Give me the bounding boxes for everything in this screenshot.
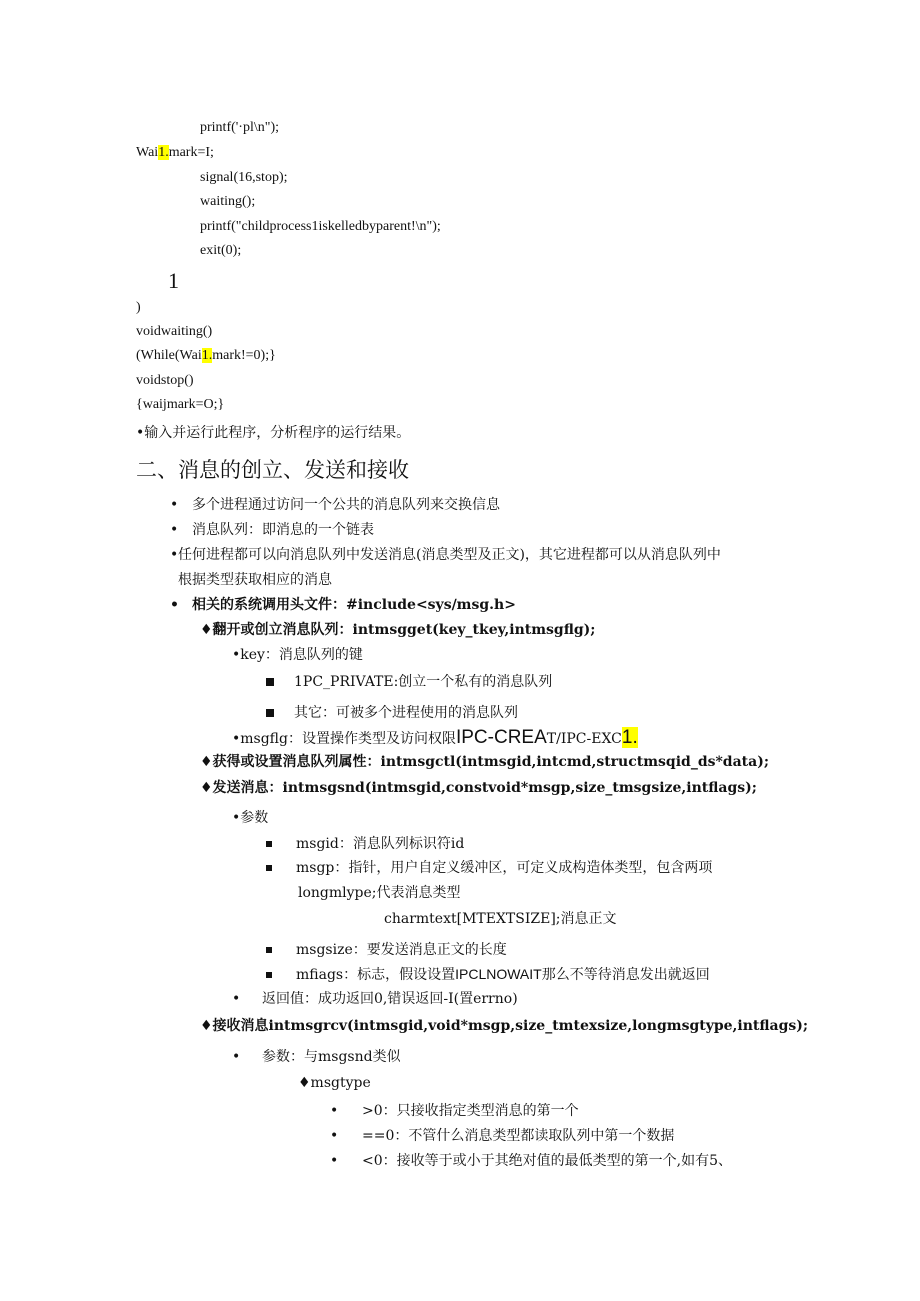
square-bullet-icon bbox=[266, 841, 272, 847]
msgtype-option: • ==0：不管什么消息类型都读取队列中第一个数据 bbox=[330, 1128, 675, 1144]
section-title: 二、消息的创立、发送和接收 bbox=[136, 458, 409, 482]
code-line-closing-1: 1 bbox=[168, 268, 179, 293]
code-line-wait-mark-assign: Wai1.mark=I; bbox=[136, 145, 214, 160]
highlight: 1. bbox=[621, 727, 638, 748]
bullet-item: • 消息队列：即消息的一个链表 bbox=[170, 522, 374, 538]
msgtype-option: • >0：只接收指定类型消息的第一个 bbox=[330, 1103, 579, 1119]
code-line-waiting-call: waiting(); bbox=[200, 194, 256, 209]
code-line-void-waiting: voidwaiting() bbox=[136, 324, 213, 339]
highlight: 1. bbox=[201, 348, 213, 363]
bullet-item-continuation: 根据类型获取相应的消息 bbox=[178, 572, 332, 588]
key-label: •key：消息队列的键 bbox=[232, 647, 363, 663]
square-bullet-icon bbox=[266, 947, 272, 953]
highlight: 1. bbox=[158, 145, 169, 160]
return-value: • 返回值：成功返回0,错误返回-I(置errno) bbox=[232, 991, 518, 1007]
bullet-item: • 多个进程通过访问一个公共的消息队列来交换信息 bbox=[170, 497, 500, 513]
msgrcv-line: ♦接收消息intmsgrcv(intmsgid,void*msgp,size_tmtexsize,longmsgtype,intflags); bbox=[200, 1018, 809, 1034]
param-msgp: msgp：指针，用户自定义缓冲区，可定义成构造体类型，包含两项 bbox=[266, 860, 712, 877]
code-line-paren: ) bbox=[136, 300, 141, 315]
rcv-params-label: • 参数：与msgsnd类似 bbox=[232, 1049, 401, 1065]
code-line-while: (While(Wai1.mark!=0);} bbox=[136, 348, 276, 363]
msgsnd-line: ♦发送消息：intmsgsnd(intmsgid,constvoid*msgp,size_tmsgsize,intflags); bbox=[200, 780, 757, 796]
code-line-void-stop: voidstop() bbox=[136, 373, 194, 388]
param-mtext: charmtext[MTEXTSIZE];消息正文 bbox=[384, 911, 617, 927]
square-bullet-icon bbox=[266, 972, 272, 978]
msgflg-line: •msgflg：设置操作类型及访问权限IPC-CREAT/IPC-EXC1. bbox=[232, 727, 638, 748]
msgctl-line: ♦获得或设置消息队列属性：intmsgctl(intmsgid,intcmd,structmsqid_ds*data); bbox=[200, 754, 769, 770]
code-line-printf-child: printf("childprocess1iskelledbyparent!\n"); bbox=[200, 219, 441, 234]
param-msgsize: msgsize：要发送消息正文的长度 bbox=[266, 942, 507, 959]
key-option: 其它：可被多个进程使用的消息队列 bbox=[266, 705, 518, 722]
params-label: •参数 bbox=[232, 810, 269, 826]
square-bullet-icon bbox=[266, 865, 272, 871]
param-msgid: msgid：消息队列标识符id bbox=[266, 836, 464, 853]
param-mtype: longmlype;代表消息类型 bbox=[298, 885, 461, 901]
intro-bullet: •输入并运行此程序，分析程序的运行结果。 bbox=[136, 425, 411, 441]
msgtype-option: • <0：接收等于或小于其绝对值的最低类型的第一个,如有5、 bbox=[330, 1153, 732, 1169]
code-line-stop-body: {waijmark=O;} bbox=[136, 397, 225, 412]
msgtype-label: ♦msgtype bbox=[298, 1075, 371, 1091]
header-file-line: • 相关的系统调用头文件：#include<sys∕msg.h> bbox=[170, 597, 516, 613]
param-mflags: mfiags：标志，假设设置IPCLNOWAIT那么不等待消息发出就返回 bbox=[266, 966, 710, 984]
key-option: 1PC_PRIVATE:创立一个私有的消息队列 bbox=[266, 674, 552, 691]
code-line-printf-pl: printf('·pl\n"); bbox=[200, 120, 279, 135]
bullet-item: •任何进程都可以向消息队列中发送消息(消息类型及正文)，其它进程都可以从消息队列中 bbox=[170, 547, 721, 563]
msgget-line: ♦翻开或创立消息队列：intmsgget(key_tkey,intmsgflg); bbox=[200, 622, 596, 638]
square-bullet-icon bbox=[266, 709, 274, 717]
code-line-signal: signal(16,stop); bbox=[200, 170, 288, 185]
code-line-exit: exit(0); bbox=[200, 243, 242, 258]
square-bullet-icon bbox=[266, 678, 274, 686]
